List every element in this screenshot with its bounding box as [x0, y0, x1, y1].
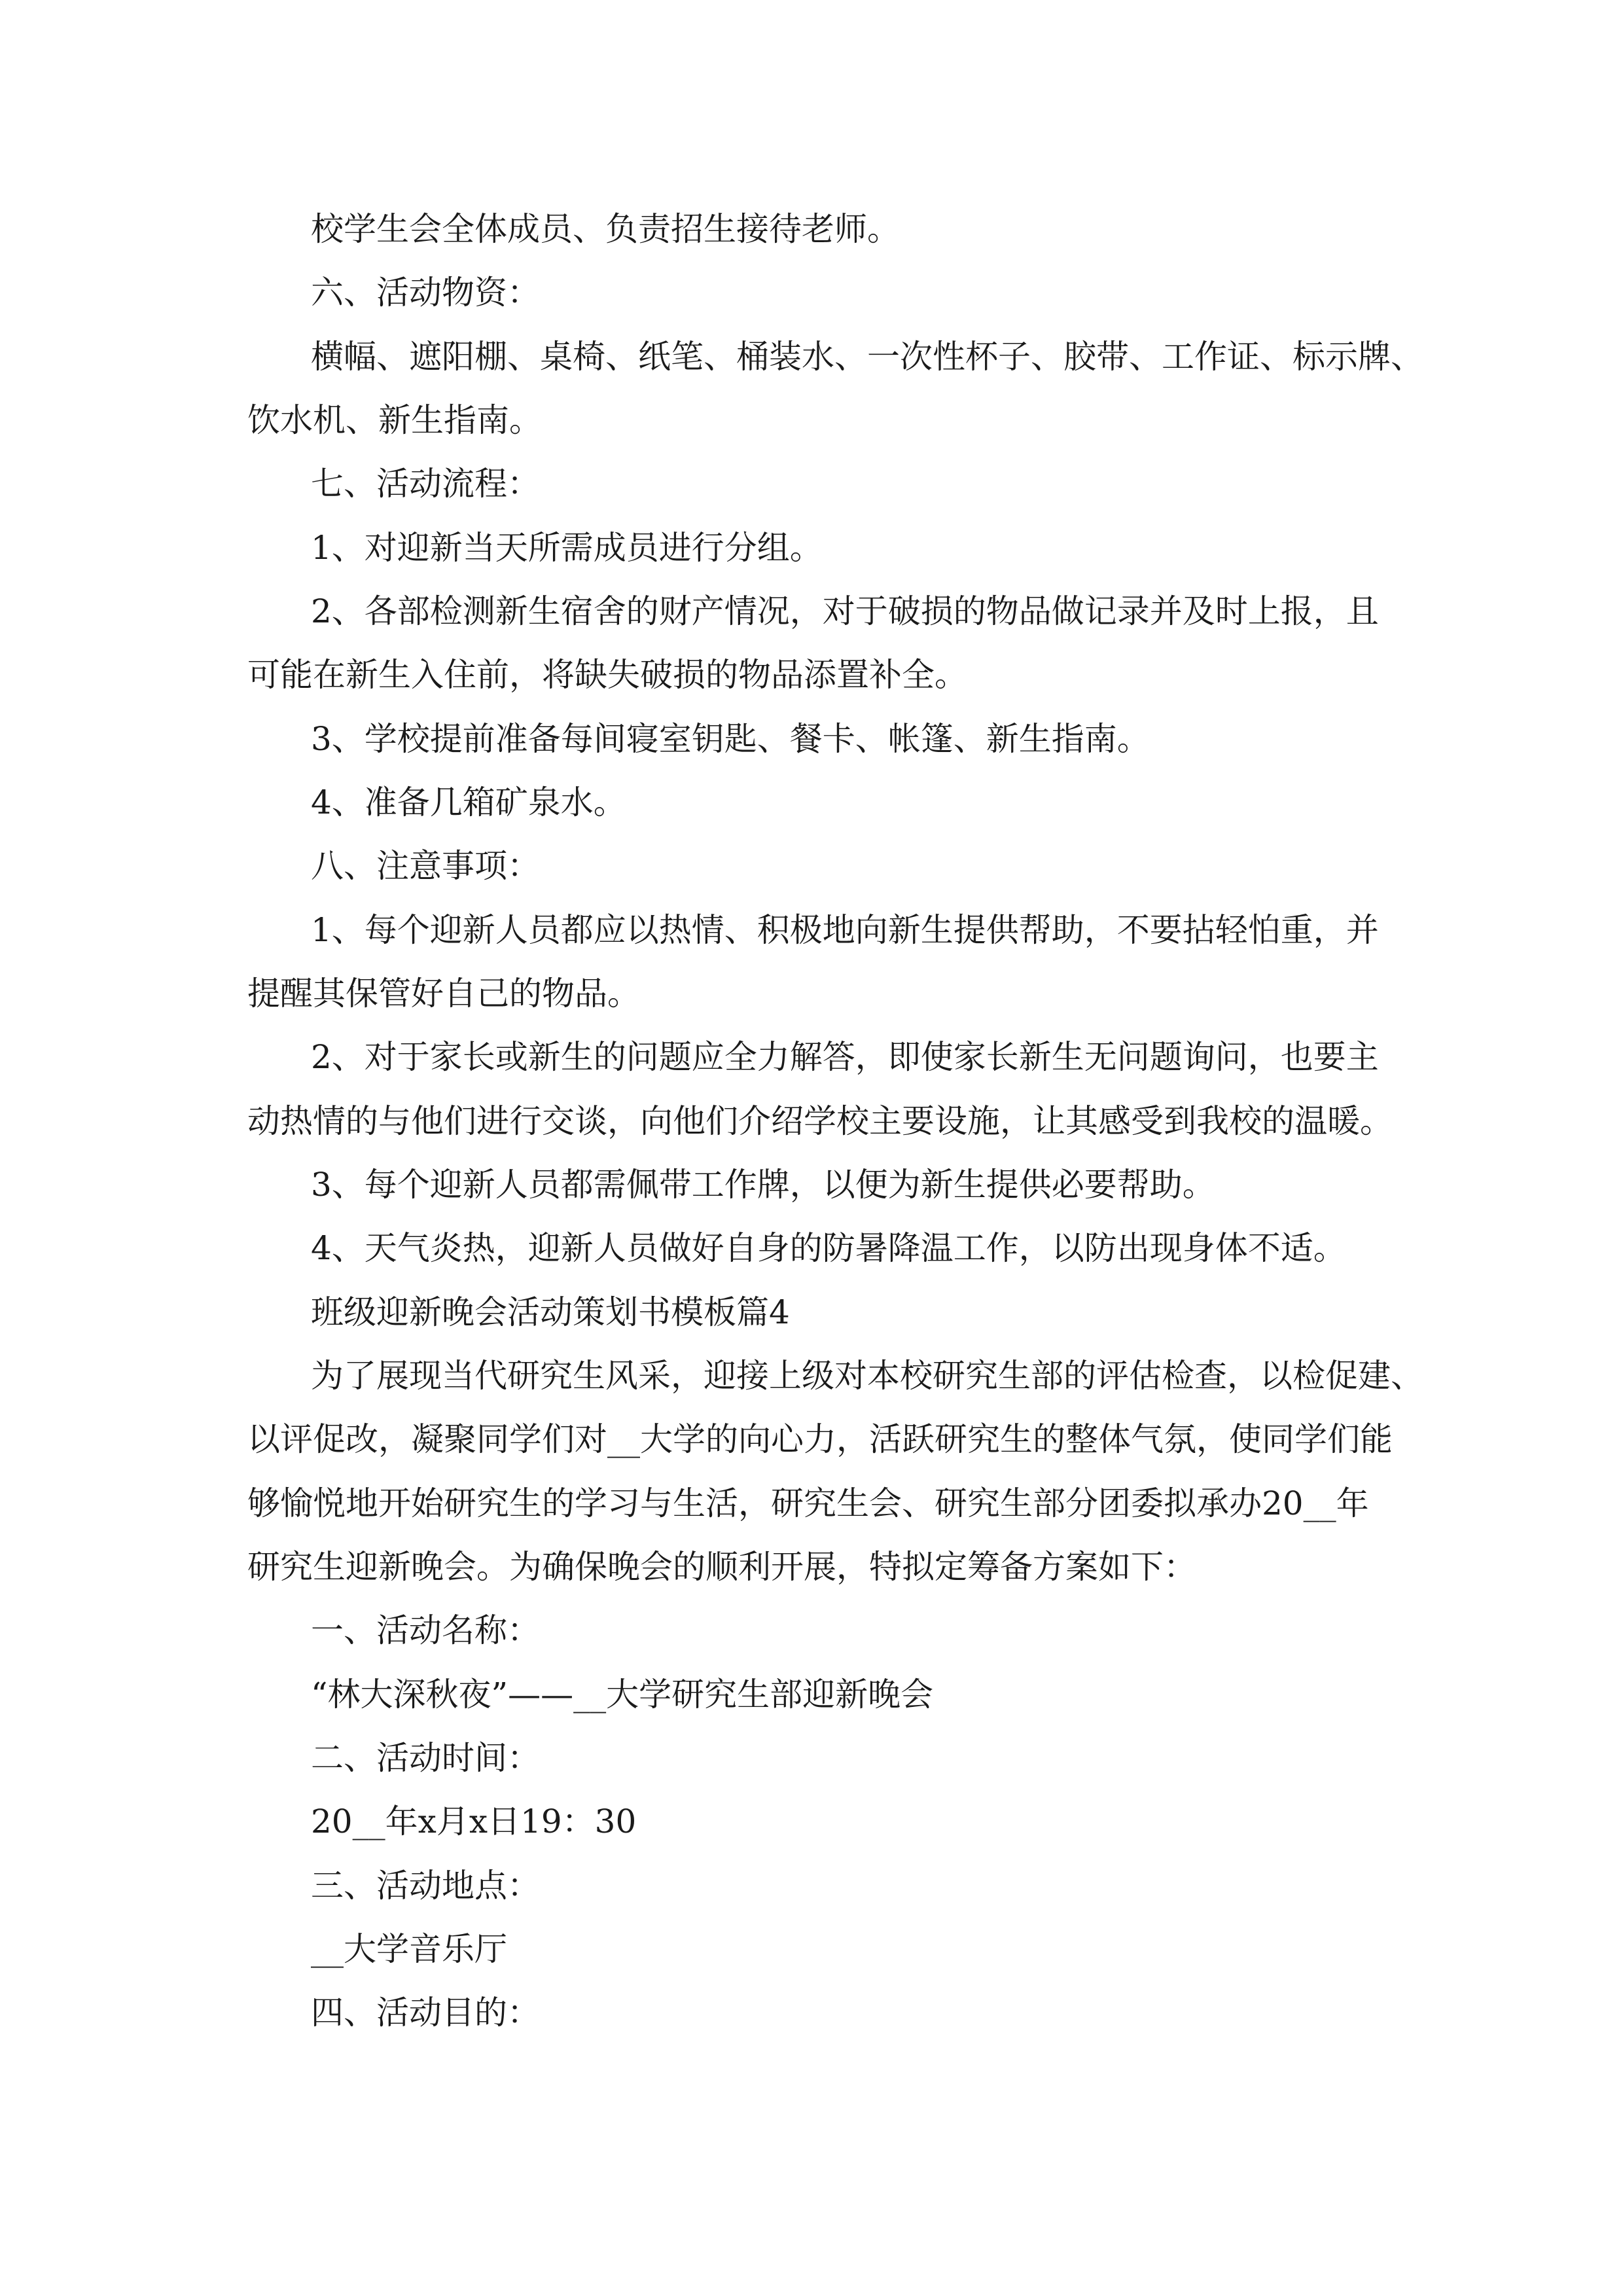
section-heading: 六、活动物资： [311, 274, 540, 312]
section-heading: 三、活动地点： [311, 1867, 540, 1905]
text-line: 动热情的与他们进行交谈，向他们介绍学校主要设施，让其感受到我校的温暖。 [247, 1102, 1393, 1140]
list-item: 2、对于家长或新生的问题应全力解答，即使家长新生无问题询问，也要主 [311, 1038, 1379, 1076]
text-line: __大学音乐厅 [311, 1930, 507, 1968]
text-line: 可能在新生入住前，将缺失破损的物品添置补全。 [247, 656, 967, 694]
list-item: 4、准备几箱矿泉水。 [311, 783, 626, 821]
text-line: 研究生迎新晚会。为确保晚会的顺利开展，特拟定筹备方案如下： [247, 1548, 1196, 1586]
list-item: 4、天气炎热，迎新人员做好自身的防暑降温工作，以防出现身体不适。 [311, 1229, 1346, 1267]
text-line: 够愉悦地开始研究生的学习与生活，研究生会、研究生部分团委拟承办20__年 [247, 1484, 1369, 1522]
list-item: 3、学校提前准备每间寝室钥匙、餐卡、帐篷、新生指南。 [311, 720, 1150, 758]
section-heading: 八、注意事项： [311, 847, 540, 885]
text-line: 饮水机、新生指南。 [247, 401, 542, 439]
text-line: 为了展现当代研究生风采，迎接上级对本校研究生部的评估检查，以检促建、 [311, 1357, 1423, 1395]
list-item: 1、每个迎新人员都应以热情、积极地向新生提供帮助，不要拈轻怕重，并 [311, 911, 1379, 949]
article-title: 班级迎新晚会活动策划书模板篇4 [311, 1293, 790, 1331]
text-line: 校学生会全体成员、负责招生接待老师。 [311, 210, 900, 248]
list-item: 2、各部检测新生宿舍的财产情况，对于破损的物品做记录并及时上报，且 [311, 592, 1379, 630]
text-line: 20__年x月x日19：30 [311, 1803, 637, 1840]
text-line: 以评促改，凝聚同学们对__大学的向心力，活跃研究生的整体气氛，使同学们能 [247, 1420, 1393, 1458]
section-heading: 七、活动流程： [311, 465, 540, 503]
section-heading: 一、活动名称： [311, 1611, 540, 1649]
text-line: 提醒其保管好自己的物品。 [247, 975, 640, 1013]
list-item: 3、每个迎新人员都需佩带工作牌，以便为新生提供必要帮助。 [311, 1166, 1215, 1204]
list-item: 1、对迎新当天所需成员进行分组。 [311, 529, 823, 567]
text-line: 横幅、遮阳棚、桌椅、纸笔、桶装水、一次性杯子、胶带、工作证、标示牌、 [311, 338, 1423, 376]
section-heading: 四、活动目的： [311, 1994, 540, 2032]
section-heading: 二、活动时间： [311, 1739, 540, 1777]
text-line: “林大深秋夜”——__大学研究生部迎新晚会 [311, 1676, 934, 1713]
